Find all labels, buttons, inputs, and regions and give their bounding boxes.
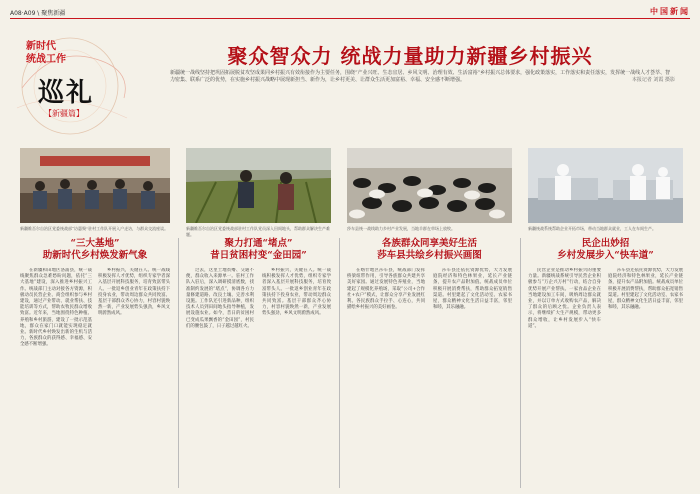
kicker-line-2: 统战工作 — [26, 54, 66, 65]
article-column-1b — [98, 268, 170, 486]
subhead-4-line-1: 民企出妙招 — [581, 238, 630, 249]
subhead-2-line-1: 聚力打通“堵点” — [224, 238, 293, 249]
photo-caption-2: 新疆维吾尔自治区党委统战部驻村工作队党员深入田间地头，帮助群众解决生产难题。 — [186, 226, 330, 237]
photo-caption-1: 新疆维吾尔自治区党委统战部“访惠聚”驻村工作队开展入户走访，与群众交流座谈。 — [20, 226, 169, 231]
article-column-2 — [186, 268, 254, 486]
page-headline: 聚众智众力 统战力量助力新疆乡村振兴 — [227, 44, 593, 68]
subhead-4-line-2: 乡村发展步入“快车道” — [557, 250, 654, 261]
masthead-logo: 中国新闻 — [650, 7, 690, 16]
subhead-3-line-2: 莎车县共绘乡村振兴画图 — [377, 250, 482, 261]
subhead-3-line-1: 各族群众同享美好生活 — [381, 238, 477, 249]
subhead-2-line-2: 昔日贫困村变“金田园” — [210, 250, 307, 261]
section-label: 【新疆篇】 — [44, 109, 84, 118]
column-divider — [520, 238, 521, 488]
photo-greenhouse — [186, 148, 331, 223]
subhead-1-line-2: 助新时代乡村焕发新气象 — [42, 250, 148, 261]
lead-text: 新疆统一战线坚持把巩固拓展脱贫攻坚成果同乡村振兴有效衔接作为主要任务，围绕“产业兴旺、生态宜居、乡风文明、治理有效、生活富裕”乡村振兴总体要求，强化政策落实，工作落实和责任落实，发挥统一战线人才荟萃、智力密集、联系广泛的优势，在实施乡村振兴战略中展现新担当、新作为，让乡村更美、让群众生活更加富裕、幸福、安全感不断增强。 — [170, 70, 671, 84]
column-3b-text: 莎车县还依托资源优势，大力发展庭院经济和特色林果业，延长产业链条，提升农产品附加值。统战成员单位积极开展消费帮扶，帮助群众拓宽销售渠道。村里建起了文化活动室、农家书屋，群众精神文化生活日益丰富，邻里和睦，其乐融融。 — [433, 268, 512, 311]
article-column-2b — [262, 268, 331, 486]
photo-caption-4: 新疆统战系统帮助企业开拓市场，带动当地群众就业，工人在车间生产。 — [528, 226, 656, 231]
subhead-3 — [347, 238, 512, 262]
column-1-text: 在新疆和田地区洛浦县，统一战线聚焦群众急难愁盼问题，依托“三大基地”建设，深入推进乡村振兴工作。统战部门主动对接各方资源，积极动员民营企业、商会组织参与乡村建设，通过产业带动、就业帮扶、技能培训等方式，帮助农牧民群众增收致富。近年来，当地围绕特色种植、养殖和乡村旅游，建设了一批示范基地，群众在家门口就能实现稳定就业。新时代乡村焕发出新的生机与活力，各族群众的获得感、幸福感、安全感不断增强。 — [20, 268, 92, 348]
column-4b-text: 莎车县还依托资源优势，大力发展庭院经济和特色林果业，延长产业链条，提升农产品附加值。统战成员单位积极开展消费帮扶，帮助群众拓宽销售渠道。村里建起了文化活动室、农家书屋，群众精神文化生活日益丰富，邻里和睦，其乐融融。 — [608, 268, 683, 311]
page-header — [10, 6, 690, 19]
subhead-2 — [186, 238, 331, 262]
photo-village-meeting — [20, 148, 170, 223]
column-4-text: 民营企业是推动乡村振兴的重要力量。新疆统战系统引导民营企业积极参与“万企兴万村”行动，结合自身优势开展产业帮扶。一家食品企业在当地建设加工车间，吸纳周边群众就业，并以订单方式收购农产品，解决了群众的后顾之忧。企业负责人表示，将继续扩大生产规模，带动更多群众增收，让乡村发展步入“快车道”。 — [528, 268, 601, 329]
article-column-3 — [347, 268, 425, 486]
article-column-3b — [433, 268, 512, 486]
column-kicker — [26, 40, 96, 66]
page-number-label: A08·A09 \ 聚焦新疆 — [10, 10, 66, 17]
column-divider — [339, 238, 340, 488]
photo-caption-3: 莎车县统一战线助力乡村产业发展，当地羊群在草场上放牧。 — [347, 226, 455, 231]
article-column-1 — [20, 268, 92, 486]
photo-sheep-flock — [347, 148, 512, 223]
photo-food-factory — [528, 148, 683, 223]
article-column-4 — [528, 268, 601, 486]
column-2b-text: 乡村振兴，关键在人。统一战线积极发挥人才优势，组织专家学者深入基层开展科技服务，培育致富带头人。一批返乡创业青年在政策扶持下投身农业，带动周边群众共同致富。基层干部群众齐心协力，村容村貌焕然一新，产业发展势头强劲，乡风文明蔚然成风。 — [262, 268, 331, 317]
article-column-4b — [608, 268, 683, 486]
subhead-1 — [20, 238, 170, 262]
lead-paragraph — [170, 70, 675, 84]
column-2-text: 过去，这里土地贫瘠、交通不便，群众收入来源单一。驻村工作队入驻后，深入调研摸清底数，找准制约发展的“堵点”，协调各方力量修建道路、改良土壤、完善水利设施。工作队还引进新品种，组织技术人员到田间地头指导种植，发展设施农业。如今，昔日的贫困村已变成瓜果飘香的“金田园”，村民们的腰包鼓了，日子越过越红火。 — [186, 268, 254, 329]
column-3-text: 在喀什地区莎车县，统战部门发挥桥梁纽带作用，引导各族群众共建共享美好家园。通过发展特色养殖业，当地建起了规模化养殖场，采取“公司+合作社+农户”模式，让群众分享产业发展红利。各民族群众手拉手、心连心，共同描绘乡村振兴的美好画卷。 — [347, 268, 425, 311]
kicker-line-1: 新时代 — [26, 41, 56, 52]
column-1b-text: 乡村振兴，关键在人。统一战线积极发挥人才优势，组织专家学者深入基层开展科技服务，培育致富带头人。一批返乡创业青年在政策扶持下投身农业，带动周边群众共同致富。基层干部群众齐心协力，村容村貌焕然一新，产业发展势头强劲，乡风文明蔚然成风。 — [98, 268, 170, 317]
column-divider — [178, 238, 179, 488]
subhead-4 — [528, 238, 683, 262]
column-title: 巡礼 — [38, 78, 95, 108]
lead-credit: 本报记者 刘霞 摄影 — [631, 77, 675, 84]
subhead-1-line-1: “三大基地” — [70, 238, 120, 249]
